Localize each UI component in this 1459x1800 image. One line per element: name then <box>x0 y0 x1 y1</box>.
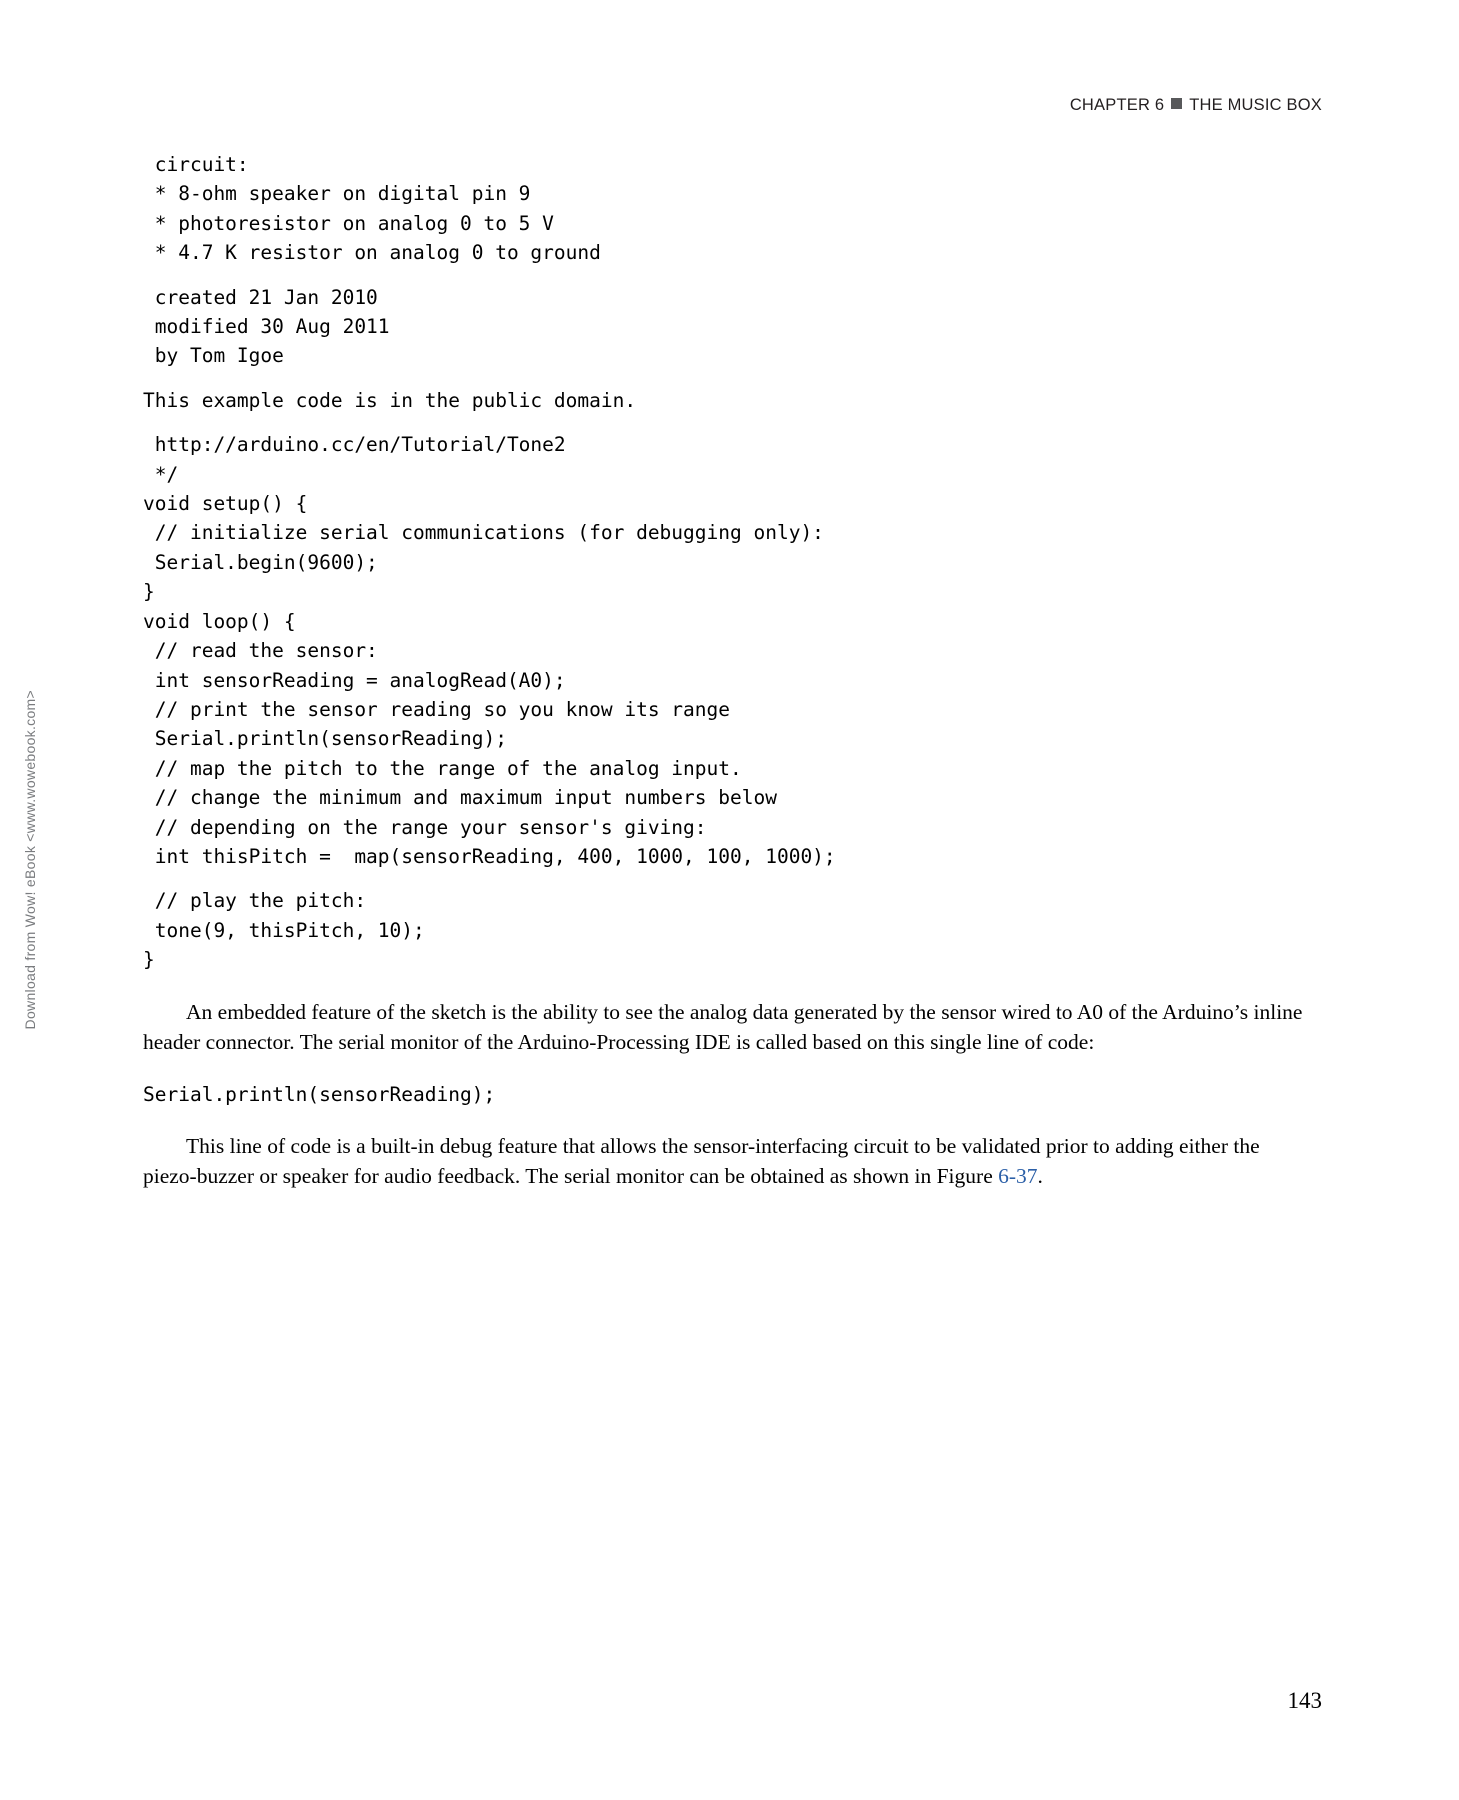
paragraph-text-before-xref: This line of code is a built-in debug feature that allows the sensor-interfacing circuit to be validated prior to adding either the piezo-buzzer or speaker for audio feedback. The serial monitor can be obtained as shown in Figure <box>143 1133 1260 1189</box>
code-line: by Tom Igoe <box>143 344 284 368</box>
code-line: */ <box>143 462 179 486</box>
spacer <box>143 1109 1318 1131</box>
code-line: * photoresistor on analog 0 to 5 V <box>143 211 554 235</box>
code-block-sketch <box>143 430 1318 871</box>
code-line: } <box>143 948 155 972</box>
code-line: // print the sensor reading so you know its range <box>143 697 730 721</box>
spacer <box>143 268 1318 283</box>
running-head <box>1070 96 1322 115</box>
code-line: Serial.println(sensorReading); <box>143 727 507 751</box>
code-block-circuit <box>143 150 1318 268</box>
square-bullet-icon <box>1171 98 1182 109</box>
code-block-public-domain <box>143 386 1318 415</box>
spacer <box>143 371 1318 386</box>
code-line: int sensorReading = analogRead(A0); <box>143 668 566 692</box>
spacer <box>143 1058 1318 1080</box>
code-line: void setup() { <box>143 492 308 516</box>
paragraph-text-after-xref: . <box>1037 1164 1043 1189</box>
code-line: // depending on the range your sensor's giving: <box>143 815 707 839</box>
code-line: * 4.7 K resistor on analog 0 to ground <box>143 241 601 265</box>
code-line-serial-println: Serial.println(sensorReading); <box>143 1082 496 1106</box>
code-line: modified 30 Aug 2011 <box>143 315 390 339</box>
code-line: created 21 Jan 2010 <box>143 285 378 309</box>
paragraph-embedded-feature: An embedded feature of the sketch is the ability to see the analog data generated by the sensor wired to A0 of the Arduino’s inline header connector. The serial monitor of the Arduino-Processing IDE is called based on this single line of code: <box>143 999 1303 1055</box>
code-block-play-pitch <box>143 886 1318 974</box>
spacer <box>143 415 1318 430</box>
code-line: // map the pitch to the range of the analog input. <box>143 756 742 780</box>
code-line: void loop() { <box>143 609 296 633</box>
page-number: 143 <box>1287 1688 1322 1713</box>
page-content <box>143 150 1318 1192</box>
code-line: circuit: <box>143 153 249 176</box>
code-line: // play the pitch: <box>143 889 367 913</box>
code-line: This example code is in the public domain. <box>143 388 637 412</box>
spacer <box>143 871 1318 886</box>
code-line: Serial.begin(9600); <box>143 550 378 574</box>
running-head-chapter-title: THE MUSIC BOX <box>1189 96 1322 114</box>
ebook-source-watermark: Download from Wow! eBook <www.wowebook.com> <box>22 690 38 1030</box>
running-head-chapter-label: CHAPTER 6 <box>1069 96 1165 114</box>
code-block-authorship <box>143 283 1318 371</box>
code-line: } <box>143 580 155 604</box>
code-line: // change the minimum and maximum input numbers below <box>143 786 777 810</box>
code-line: // initialize serial communications (for debugging only): <box>143 521 824 545</box>
code-line: tone(9, thisPitch, 10); <box>143 918 425 942</box>
code-line: // read the sensor: <box>143 639 378 663</box>
paragraph-debug-feature <box>143 1131 1318 1192</box>
figure-cross-reference[interactable]: 6-37 <box>998 1164 1038 1189</box>
code-line: * 8-ohm speaker on digital pin 9 <box>143 182 531 206</box>
spacer <box>143 975 1318 997</box>
code-line: http://arduino.cc/en/Tutorial/Tone2 <box>143 433 566 457</box>
code-line: int thisPitch = map(sensorReading, 400, 1000, 100, 1000); <box>143 844 836 868</box>
